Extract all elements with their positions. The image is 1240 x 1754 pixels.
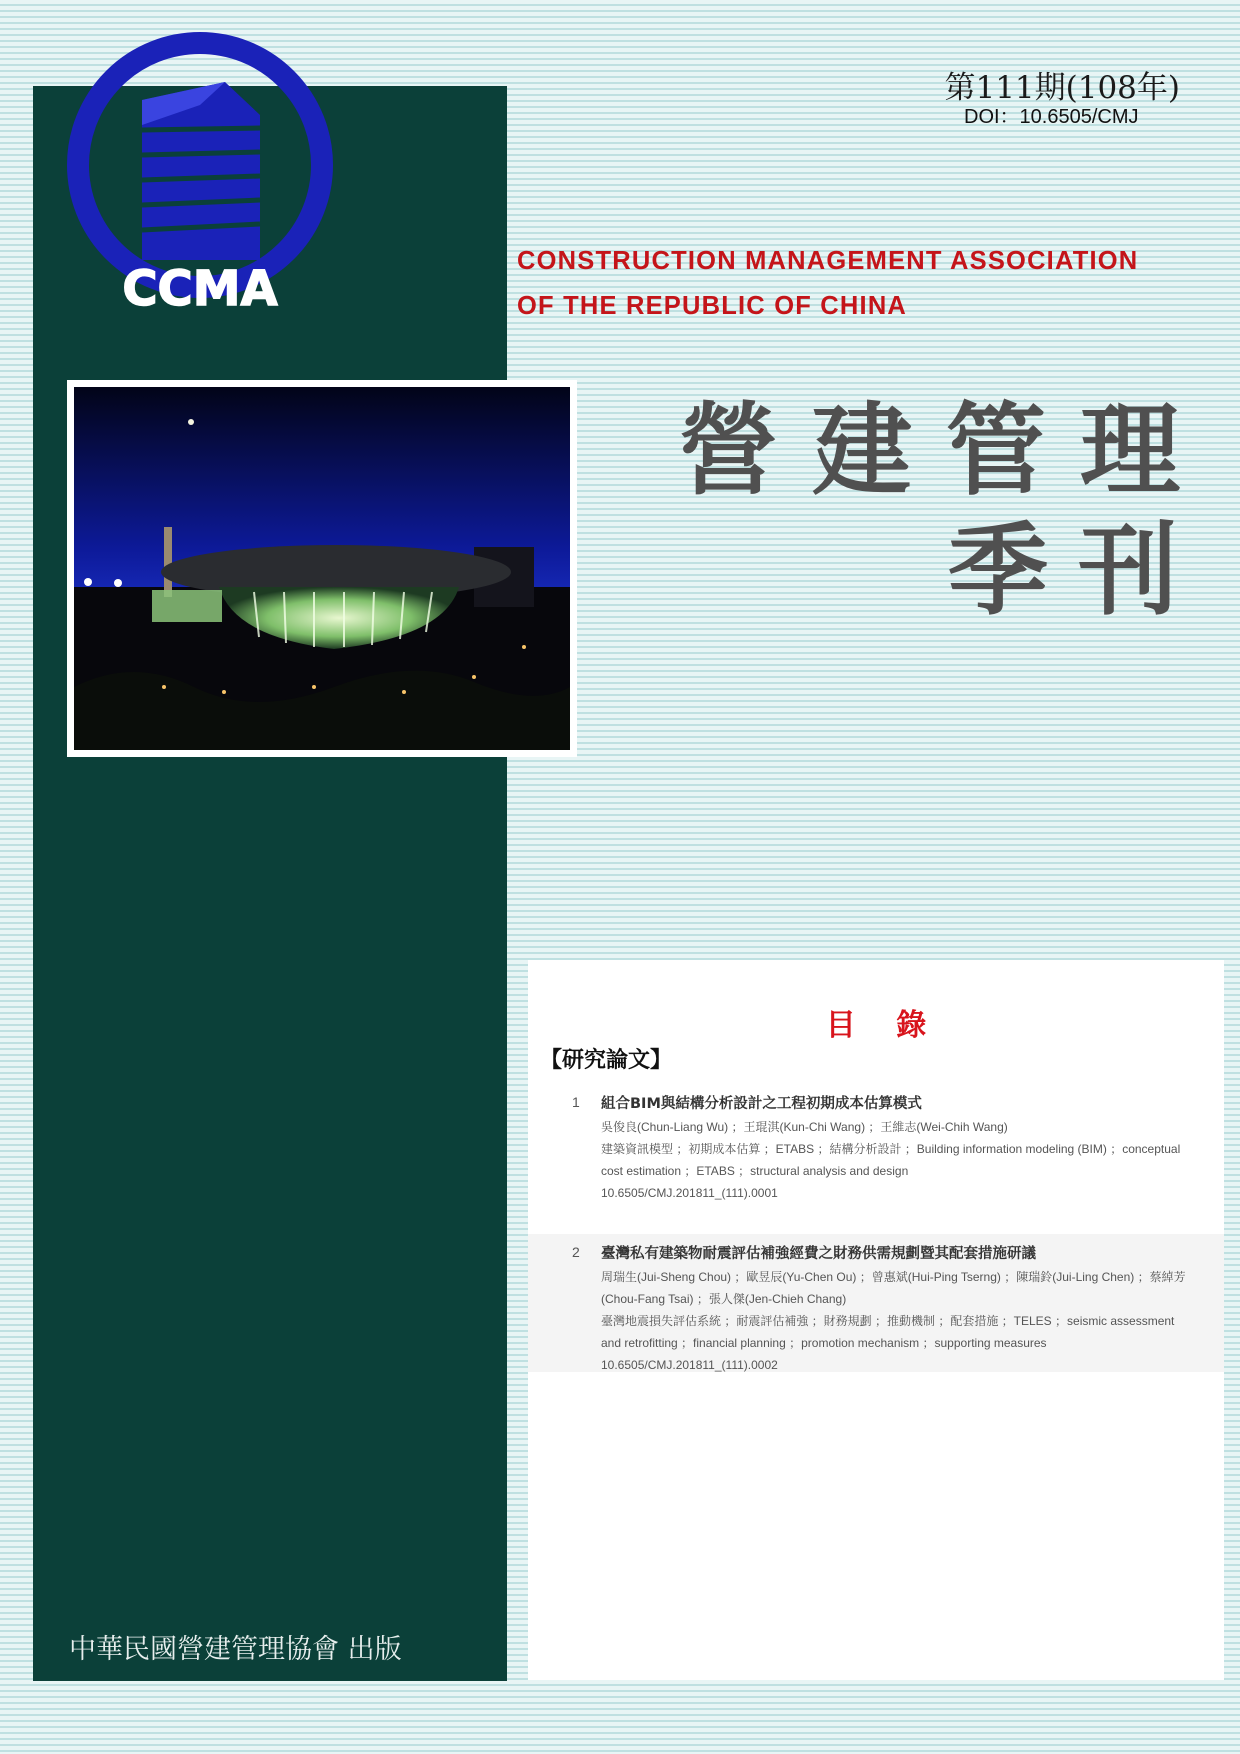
toc-entry[interactable] (528, 1084, 1224, 1200)
issue-number: 第111期(108年) (944, 70, 1180, 106)
toc-panel (528, 960, 1224, 1680)
ccma-logo (50, 30, 350, 320)
building-icon (142, 82, 260, 260)
publisher-credit: 中華民國營建管理協會 出版 (69, 1634, 402, 1665)
entry-title[interactable]: 臺灣私有建築物耐震評估補強經費之財務供需規劃暨其配套措施研議 (601, 1246, 1036, 1262)
association-name-line1: CONSTRUCTION MANAGEMENT ASSOCIATION (517, 247, 1139, 275)
entry-number: 2 (572, 1244, 580, 1260)
journal-title-line1: 營建管理 (678, 391, 1214, 509)
entry-keywords: 臺灣地震損失評估系統 ；耐震評估補強 ；財務規劃 ；推動機制 ；配套措施 ；TELES ；seismic assessment (601, 1314, 1175, 1328)
entry-keywords-cont: and retrofitting ；financial planning ；promotion mechanism ；supporting measures (601, 1336, 1047, 1350)
toc-entry[interactable] (528, 1234, 1224, 1372)
entry-number: 1 (572, 1094, 580, 1110)
entry-keywords-cont: cost estimation ；ETABS ；structural analysis and design (601, 1164, 909, 1178)
sidebar-panel (33, 86, 507, 1681)
journal-doi: DOI：10.6505/CMJ (964, 106, 1139, 128)
cover-photo (74, 387, 570, 750)
entry-authors-cont: (Chou-Fang Tsai) ；張人傑(Jen-Chieh Chang) (601, 1292, 847, 1306)
toc-heading: 目 錄 (825, 1008, 927, 1043)
entry-title[interactable]: 組合BIM與結構分析設計之工程初期成本估算模式 (601, 1096, 922, 1112)
entry-keywords: 建築資訊模型 ；初期成本估算 ；ETABS ；結構分析設計 ；Building information modeling (BIM) ；conceptual (601, 1142, 1181, 1156)
entry-authors: 吳俊良(Chun-Liang Wu) ；王琨淇(Kun-Chi Wang) ；王維志(Wei-Chih Wang) (601, 1120, 1008, 1134)
journal-title-line2: 季刊 (948, 511, 1208, 629)
toc-section-heading: 【研究論文】 (540, 1047, 673, 1073)
moon-icon (188, 419, 194, 425)
association-name-line2: OF THE REPUBLIC OF CHINA (517, 292, 908, 320)
entry-doi[interactable]: 10.6505/CMJ.201811_(111).0002 (601, 1358, 778, 1372)
cover-photo-frame (67, 380, 577, 757)
entry-doi[interactable]: 10.6505/CMJ.201811_(111).0001 (601, 1186, 778, 1200)
entry-authors: 周瑞生(Jui-Sheng Chou) ；歐昱辰(Yu-Chen Ou) ；曾惠斌(Hui-Ping Tserng) ；陳瑞鈴(Jui-Ling Chen) ；蔡綽芳 (601, 1270, 1186, 1284)
logo-text: CCMA (122, 261, 278, 317)
